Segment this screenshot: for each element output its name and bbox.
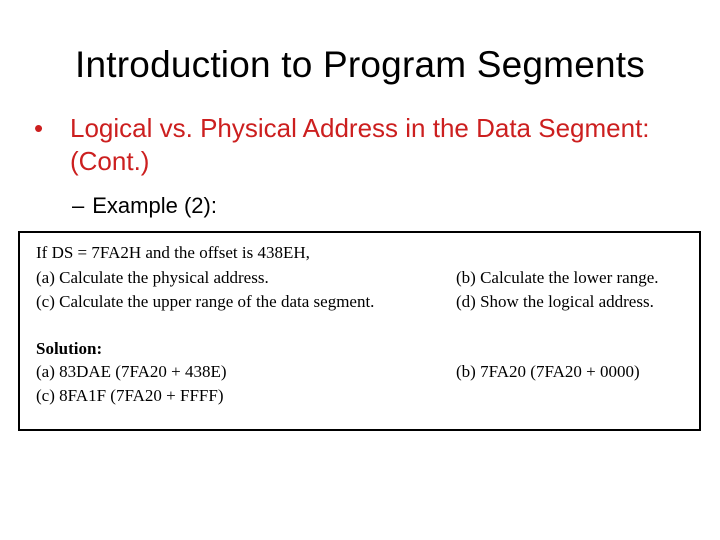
question-d: (d) Show the logical address. [456, 292, 654, 311]
solution-c: (c) 8FA1F (7FA20 + FFFF) [36, 386, 224, 405]
example-box [18, 231, 701, 431]
bullet-text: Logical vs. Physical Address in the Data Segment: (Cont.) [70, 113, 650, 176]
solution-a: (a) 83DAE (7FA20 + 438E) [36, 362, 227, 381]
question-a: (a) Calculate the physical address. [36, 268, 269, 287]
question-c: (c) Calculate the upper range of the data segment. [36, 292, 375, 311]
sub-bullet-dash: – [72, 193, 85, 218]
solution-b: (b) 7FA20 (7FA20 + 0000) [456, 362, 640, 381]
question-b: (b) Calculate the lower range. [456, 268, 659, 287]
main-bullet [34, 112, 694, 178]
slide-title: Introduction to Program Segments [75, 44, 645, 85]
problem-statement: If DS = 7FA2H and the offset is 438EH, [36, 243, 310, 262]
sub-bullet [72, 193, 217, 219]
sub-bullet-text: Example (2): [92, 193, 217, 218]
solution-label: Solution: [36, 339, 103, 358]
bullet-dot: • [34, 113, 44, 143]
